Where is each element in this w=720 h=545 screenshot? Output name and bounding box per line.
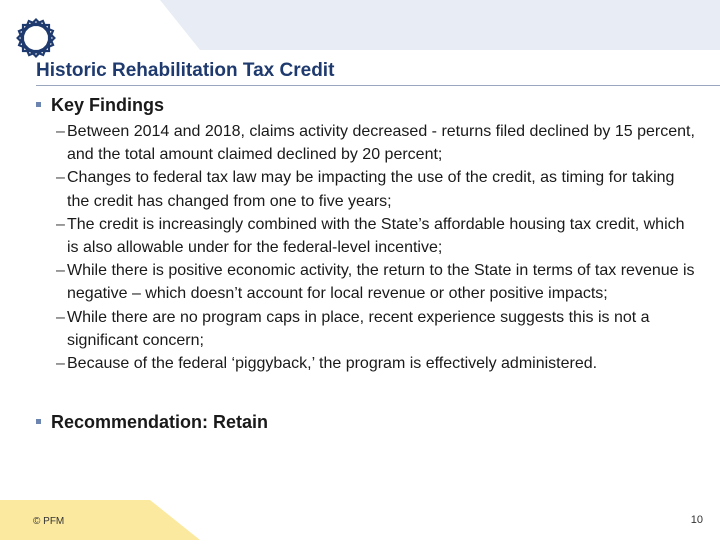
dash-bullet-icon: – [56,308,65,326]
dash-bullet-icon: – [56,262,65,280]
list-item: – Between 2014 and 2018, claims activity decreased - returns filed declined by 15 percent, and the total amount claimed declined by 20 percent; [56,120,696,166]
pfm-logo-icon [16,18,56,58]
square-bullet-icon [36,419,41,424]
dash-bullet-icon: – [56,123,65,140]
footer-accent [0,500,200,540]
section-key-findings [36,95,164,116]
square-bullet-icon [36,102,41,107]
dash-bullet-icon: – [56,169,65,187]
title-divider [36,85,720,86]
header-band [0,0,720,50]
list-item: – Changes to federal tax law may be impacting the use of the credit, as timing for taking the credit has changed from one to five years; [56,166,696,212]
copyright: © PFM [33,516,65,527]
dash-bullet-icon: – [56,355,65,373]
page-title: Historic Rehabilitation Tax Credit [36,60,335,81]
section-heading: Recommendation: Retain [51,412,269,432]
page-number: 10 [690,514,703,526]
list-item: – While there are no program caps in place, recent experience suggests this is not a significant concern; [56,306,696,352]
section-heading: Key Findings [51,95,165,115]
dash-bullet-icon: – [56,215,65,233]
findings-list [56,120,696,375]
list-item: – The credit is increasingly combined with the State’s affordable housing tax credit, which is also allowable under for the federal-level incentive; [56,213,696,259]
list-item: – Because of the federal ‘piggyback,’ the program is effectively administered. [56,352,696,375]
section-recommendation [36,412,268,433]
list-item: – While there is positive economic activity, the return to the State in terms of tax revenue is negative – which doesn’t account for local revenue or other positive impacts; [56,259,696,305]
